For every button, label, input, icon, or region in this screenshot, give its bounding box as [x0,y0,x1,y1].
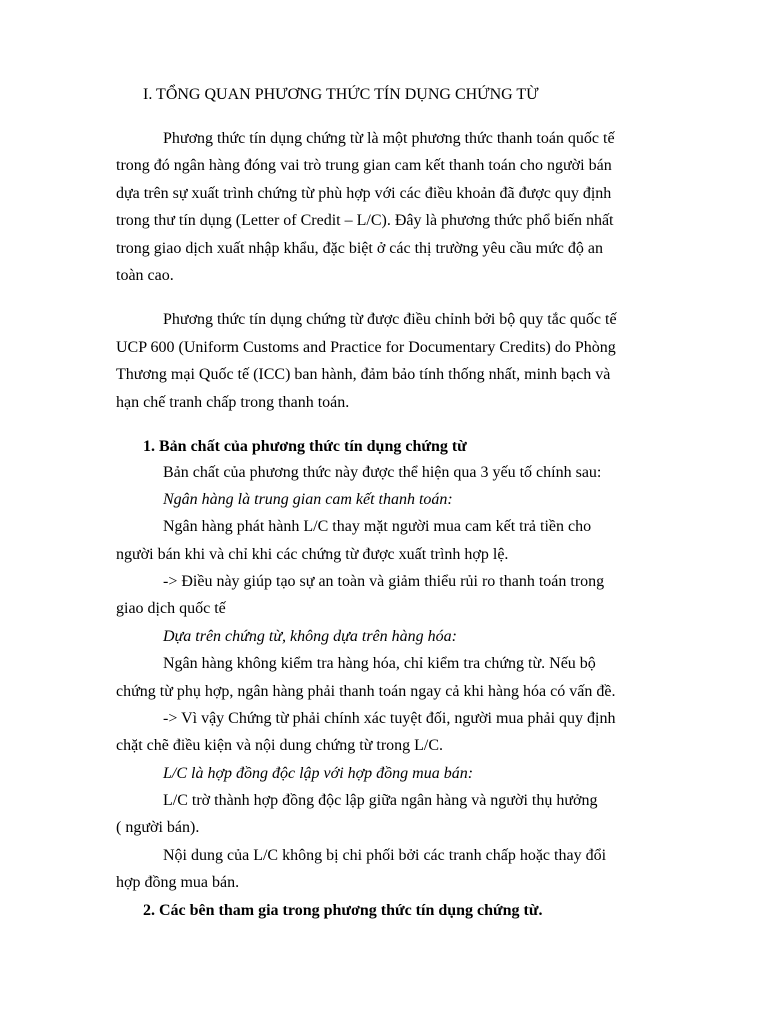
item3-line-2: ( người bán). [116,819,200,836]
para2-line-3: Thương mại Quốc tế (ICC) ban hành, đảm bảo tính thống nhất, minh bạch và [116,366,611,383]
para1-line-5: trong giao dịch xuất nhập khẩu, đặc biệt ở các thị trường yêu cầu mức độ an [116,240,603,257]
item1-line-2: người bán khi và chỉ khi các chứng từ được xuất trình hợp lệ. [116,546,509,563]
item1-title: Ngân hàng là trung gian cam kết thanh toán: [163,491,453,508]
para1-line-3: dựa trên sự xuất trình chứng từ phù hợp với các điều khoản đã được quy định [116,185,612,202]
item1-note-2: giao dịch quốc tế [116,600,226,617]
para2-line-4: hạn chế tranh chấp trong thanh toán. [116,394,350,411]
para1-line-2: trong đó ngân hàng đóng vai trò trung gian cam kết thanh toán cho người bán [116,157,612,174]
section2-title: 2. Các bên tham gia trong phương thức tín dụng chứng từ. [143,902,543,919]
section-heading: I. TỔNG QUAN PHƯƠNG THỨC TÍN DỤNG CHỨNG TỪ [143,86,539,103]
item2-note-1: -> Vì vậy Chứng từ phải chính xác tuyệt đối, người mua phải quy định [163,710,616,727]
item2-line-2: chứng từ phụ hợp, ngân hàng phải thanh toán ngay cả khi hàng hóa có vấn đề. [116,683,616,700]
section1-intro: Bản chất của phương thức này được thể hiện qua 3 yếu tố chính sau: [163,464,602,481]
para2-line-1: Phương thức tín dụng chứng từ được điều chỉnh bởi bộ quy tắc quốc tế [163,311,617,328]
item1-line-1: Ngân hàng phát hành L/C thay mặt người mua cam kết trả tiền cho [163,518,592,535]
para2-line-2: UCP 600 (Uniform Customs and Practice for Documentary Credits) do Phòng [116,339,616,356]
item3-line-1: L/C trờ thành hợp đồng độc lập giữa ngân hàng và người thụ hưởng [163,792,598,809]
para1-line-4: trong thư tín dụng (Letter of Credit – L/C). Đây là phương thức phổ biến nhất [116,212,614,229]
item3-line-3: Nội dung của L/C không bị chi phối bởi các tranh chấp hoặc thay đổi [163,847,607,864]
item1-note-1: -> Điều này giúp tạo sự an toàn và giảm thiểu rủi ro thanh toán trong [163,573,605,590]
item3-line-4: hợp đồng mua bán. [116,874,240,891]
para1-line-6: toàn cao. [116,267,174,284]
item3-title: L/C là hợp đồng độc lập với hợp đồng mua bán: [163,765,474,782]
item2-note-2: chặt chẽ điều kiện và nội dung chứng từ trong L/C. [116,737,444,754]
para1-line-1: Phương thức tín dụng chứng từ là một phương thức thanh toán quốc tế [163,130,615,147]
item2-title: Dựa trên chứng từ, không dựa trên hàng hóa: [163,628,457,645]
section1-title: 1. Bản chất của phương thức tín dụng chứng từ [143,438,467,455]
item2-line-1: Ngân hàng không kiểm tra hàng hóa, chỉ kiểm tra chứng từ. Nếu bộ [163,655,596,672]
